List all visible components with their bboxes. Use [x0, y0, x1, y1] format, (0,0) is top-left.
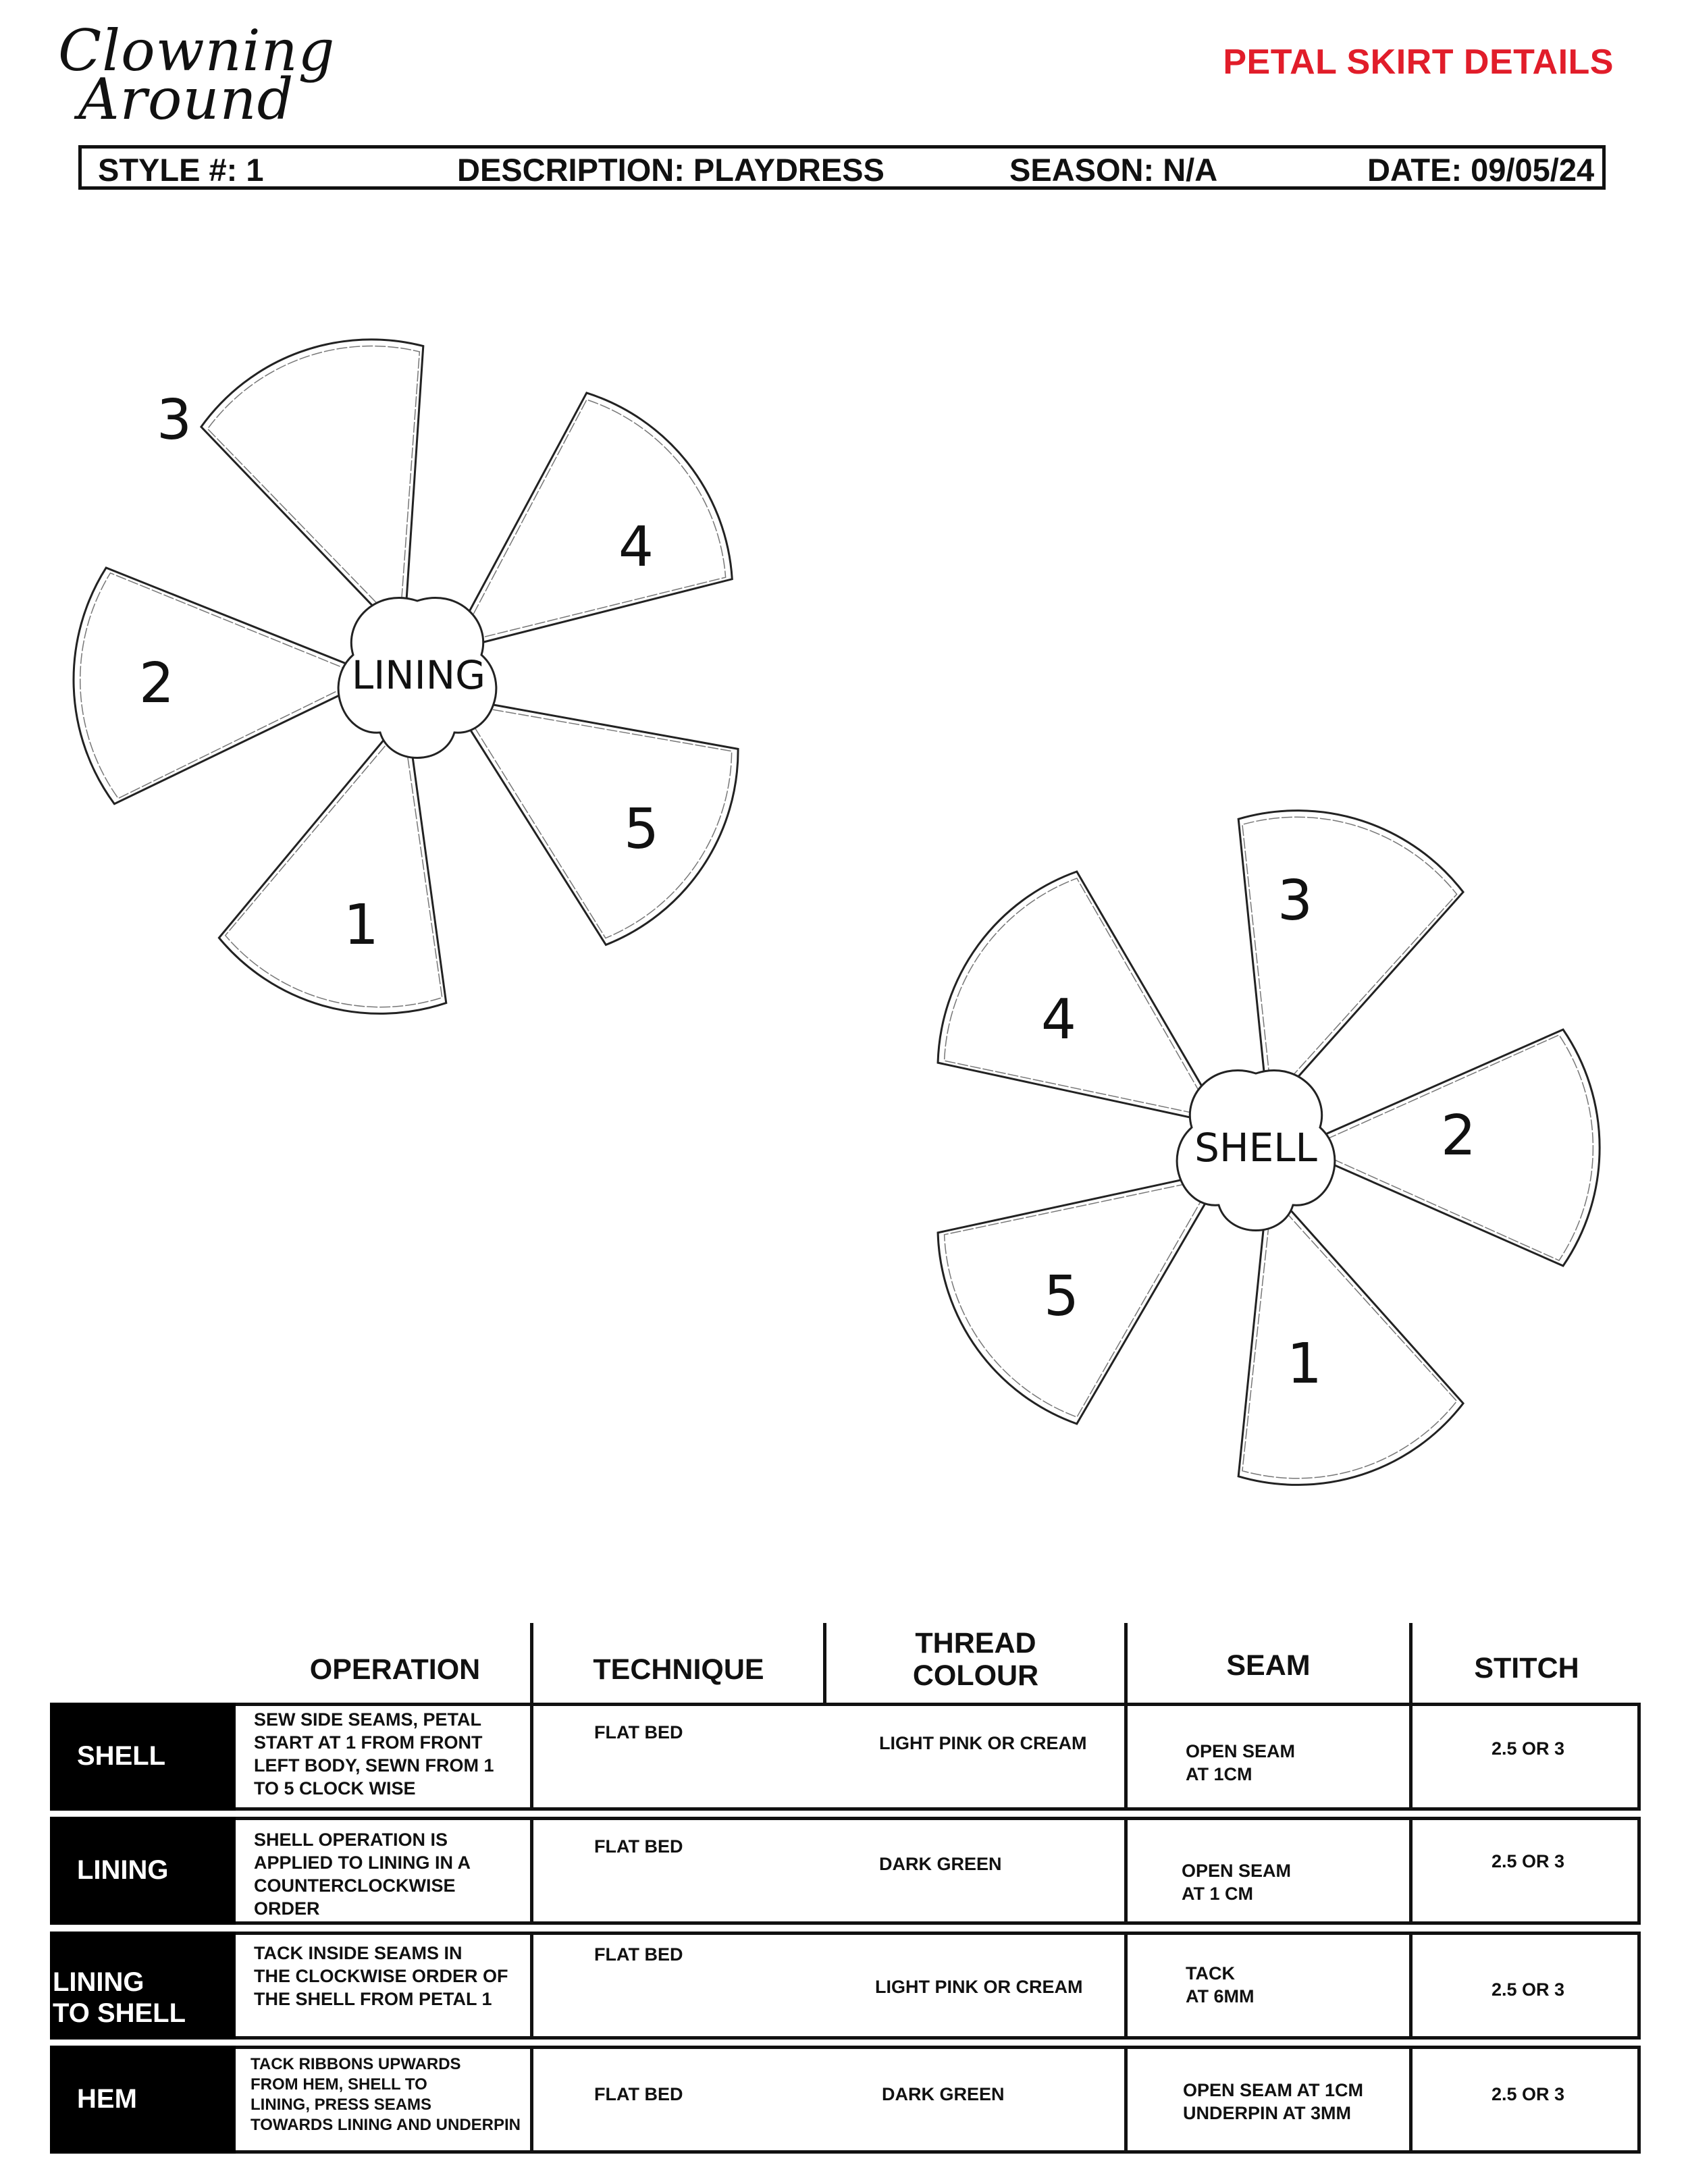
- cell-technique: FLAT BED: [594, 1836, 683, 1857]
- cell-divider: [530, 1817, 533, 1925]
- season: SEASON: N/A: [1009, 152, 1218, 188]
- logo-line-1: Clowning: [58, 18, 336, 84]
- lining-petal-4-number: 4: [618, 515, 654, 579]
- cell-divider: [1409, 1817, 1413, 1925]
- cell-seam: OPEN SEAM AT 1CM UNDERPIN AT 3MM: [1183, 2080, 1364, 2123]
- lining-petal-1-number: 1: [343, 893, 379, 957]
- lining-petal-2-number: 2: [138, 651, 175, 716]
- header-thread-colour: THREAD COLOUR: [912, 1627, 1039, 1692]
- cell-operation: SHELL OPERATION IS APPLIED TO LINING IN A COUNTERCLOCKWISE ORDER: [254, 1830, 471, 1919]
- table-row-shell: [50, 1703, 1641, 1811]
- cell-divider: [530, 1703, 533, 1811]
- cell-thread-colour: LIGHT PINK OR CREAM: [875, 1977, 1083, 1997]
- table-row-hem: [50, 2046, 1641, 2154]
- cell-thread-colour: LIGHT PINK OR CREAM: [879, 1733, 1087, 1753]
- shell-petal-4-number: 4: [1040, 988, 1077, 1052]
- cell-divider: [530, 1932, 533, 2040]
- row-label: HEM: [50, 2046, 236, 2154]
- cell-divider: [1409, 2046, 1413, 2154]
- cell-divider: [1409, 1932, 1413, 2040]
- header-technique: TECHNIQUE: [593, 1653, 764, 1686]
- cell-stitch: 2.5 OR 3: [1492, 2084, 1565, 2104]
- cell-seam: TACK AT 6MM: [1186, 1963, 1255, 2006]
- cell-stitch: 2.5 OR 3: [1492, 1738, 1565, 1759]
- cell-technique: FLAT BED: [594, 2084, 683, 2104]
- cell-divider: [1124, 1703, 1128, 1811]
- cell-divider: [1124, 2046, 1128, 2154]
- cell-stitch: 2.5 OR 3: [1492, 1979, 1565, 2000]
- cell-thread-colour: DARK GREEN: [882, 2084, 1005, 2104]
- style-number: STYLE #: 1: [98, 152, 264, 188]
- header-stitch: STITCH: [1474, 1652, 1579, 1684]
- row-label: LINING: [50, 1817, 236, 1925]
- shell-petal-5-number: 5: [1043, 1264, 1080, 1329]
- cell-divider: [1409, 1703, 1413, 1811]
- cell-technique: FLAT BED: [594, 1722, 683, 1742]
- date: DATE: 09/05/24: [1367, 152, 1595, 188]
- lining-petal-3-number: 3: [156, 388, 192, 452]
- table-row-lining-to-shell: [50, 1932, 1641, 2040]
- cell-operation: TACK RIBBONS UPWARDS FROM HEM, SHELL TO LINING, PRESS SEAMS TOWARDS LINING AND UNDERPIN: [250, 2055, 521, 2134]
- table-row-lining: [50, 1817, 1641, 1925]
- lining-label: LINING: [351, 652, 486, 698]
- cell-divider: [530, 2046, 533, 2154]
- cell-seam: OPEN SEAM AT 1 CM: [1182, 1861, 1292, 1904]
- cell-seam: OPEN SEAM AT 1CM: [1186, 1741, 1296, 1784]
- cell-operation: TACK INSIDE SEAMS IN THE CLOCKWISE ORDER OF THE SHELL FROM PETAL 1: [254, 1943, 508, 2009]
- cell-operation: SEW SIDE SEAMS, PETAL START AT 1 FROM FRONT LEFT BODY, SEWN FROM 1 TO 5 CLOCK WISE: [254, 1709, 494, 1799]
- cell-technique: FLAT BED: [594, 1944, 683, 1965]
- header-seam: SEAM: [1226, 1649, 1311, 1682]
- cell-stitch: 2.5 OR 3: [1492, 1851, 1565, 1871]
- shell-petal-1-number: 1: [1286, 1332, 1323, 1396]
- cell-thread-colour: DARK GREEN: [879, 1854, 1002, 1874]
- row-label: LINING TO SHELL: [50, 1932, 236, 2040]
- shell-petal-2-number: 2: [1440, 1104, 1477, 1168]
- row-label: SHELL: [50, 1703, 236, 1811]
- shell-petal-3-number: 3: [1277, 869, 1313, 933]
- shell-label: SHELL: [1194, 1125, 1317, 1171]
- style-description: DESCRIPTION: PLAYDRESS: [457, 152, 885, 188]
- cell-divider: [1124, 1817, 1128, 1925]
- lining-petal-5-number: 5: [623, 797, 660, 861]
- header-operation: OPERATION: [309, 1653, 481, 1686]
- page-title: PETAL SKIRT DETAILS: [1223, 43, 1614, 82]
- logo-line-2: Around: [78, 66, 294, 132]
- cell-divider: [1124, 1932, 1128, 2040]
